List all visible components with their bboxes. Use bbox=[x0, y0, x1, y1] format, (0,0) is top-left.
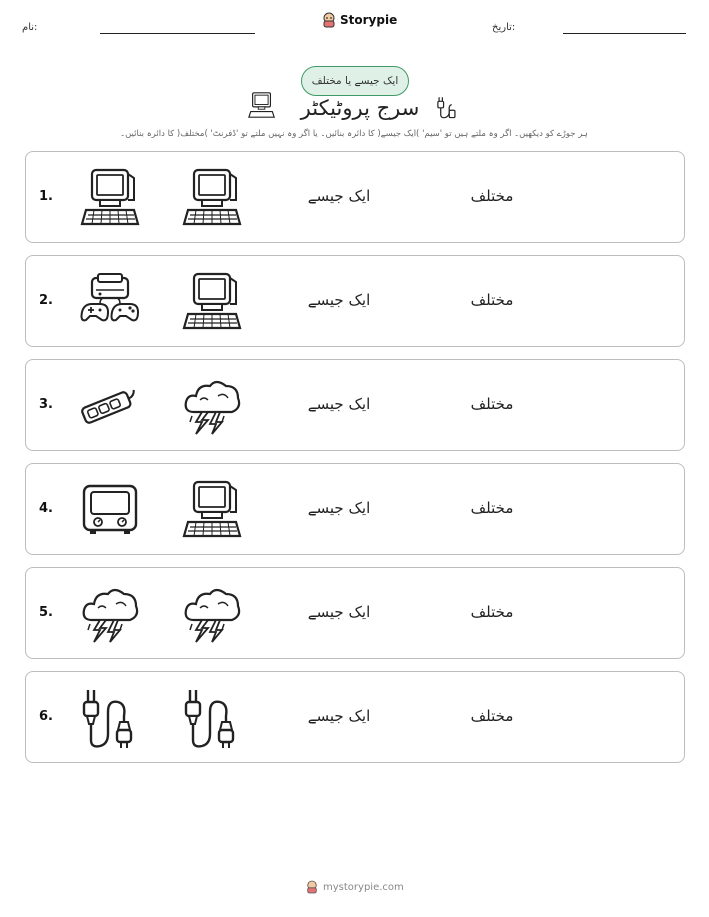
microwave-icon bbox=[78, 478, 142, 542]
same-option[interactable]: ایک جیسے bbox=[307, 707, 371, 725]
worksheet-type-badge: ایک جیسے یا مختلف bbox=[301, 66, 409, 96]
question-row bbox=[25, 463, 685, 555]
game-console-icon bbox=[78, 270, 142, 334]
question-row bbox=[25, 567, 685, 659]
question-row bbox=[25, 359, 685, 451]
storypie-mascot-icon bbox=[306, 880, 318, 894]
same-option[interactable]: ایک جیسے bbox=[307, 499, 371, 517]
storm-cloud-icon bbox=[78, 582, 142, 646]
brand-logo bbox=[322, 12, 397, 28]
same-option[interactable]: ایک جیسے bbox=[307, 603, 371, 621]
name-line[interactable] bbox=[100, 33, 255, 34]
different-option[interactable]: مختلف bbox=[470, 291, 514, 309]
question-number: 4. bbox=[39, 501, 53, 516]
same-option[interactable]: ایک جیسے bbox=[307, 187, 371, 205]
footer bbox=[306, 880, 404, 894]
storypie-mascot-icon bbox=[322, 12, 336, 28]
different-option[interactable]: مختلف bbox=[470, 395, 514, 413]
different-option[interactable]: مختلف bbox=[470, 187, 514, 205]
computer-icon bbox=[78, 166, 142, 230]
different-option[interactable]: مختلف bbox=[470, 603, 514, 621]
computer-icon bbox=[180, 166, 244, 230]
date-line[interactable] bbox=[563, 33, 686, 34]
question-row bbox=[25, 151, 685, 243]
instructions-text: ہر جوڑے کو دیکھیں۔ اگر وہ ملتے ہیں تو 'سیم' )ایک جیسے( کا دائرہ بنائیں۔ یا اگر وہ نہیں ملتے تو 'ڈفرنٹ' )مختلف( کا دائرہ بنائیں۔ bbox=[120, 129, 588, 139]
different-option[interactable]: مختلف bbox=[470, 499, 514, 517]
brand-name: Storypie bbox=[340, 13, 398, 27]
same-option[interactable]: ایک جیسے bbox=[307, 395, 371, 413]
question-number: 6. bbox=[39, 709, 53, 724]
computer-icon bbox=[247, 90, 277, 120]
question-number: 5. bbox=[39, 605, 53, 620]
question-number: 2. bbox=[39, 293, 53, 308]
question-row bbox=[25, 671, 685, 763]
footer-website[interactable]: mystorypie.com bbox=[323, 881, 404, 893]
computer-icon bbox=[180, 270, 244, 334]
different-option[interactable]: مختلف bbox=[470, 707, 514, 725]
power-plug-icon bbox=[433, 92, 459, 122]
question-number: 1. bbox=[39, 189, 53, 204]
power-strip-icon bbox=[78, 374, 142, 438]
storm-cloud-icon bbox=[180, 374, 244, 438]
same-option[interactable]: ایک جیسے bbox=[307, 291, 371, 309]
storm-cloud-icon bbox=[180, 582, 244, 646]
power-plug-icon bbox=[78, 686, 142, 750]
power-plug-icon bbox=[180, 686, 244, 750]
name-label: نام: bbox=[22, 22, 38, 33]
date-label: تاریخ: bbox=[492, 22, 516, 33]
question-row bbox=[25, 255, 685, 347]
page-title: سرج پروٹیکٹر bbox=[300, 96, 420, 120]
question-number: 3. bbox=[39, 397, 53, 412]
computer-icon bbox=[180, 478, 244, 542]
